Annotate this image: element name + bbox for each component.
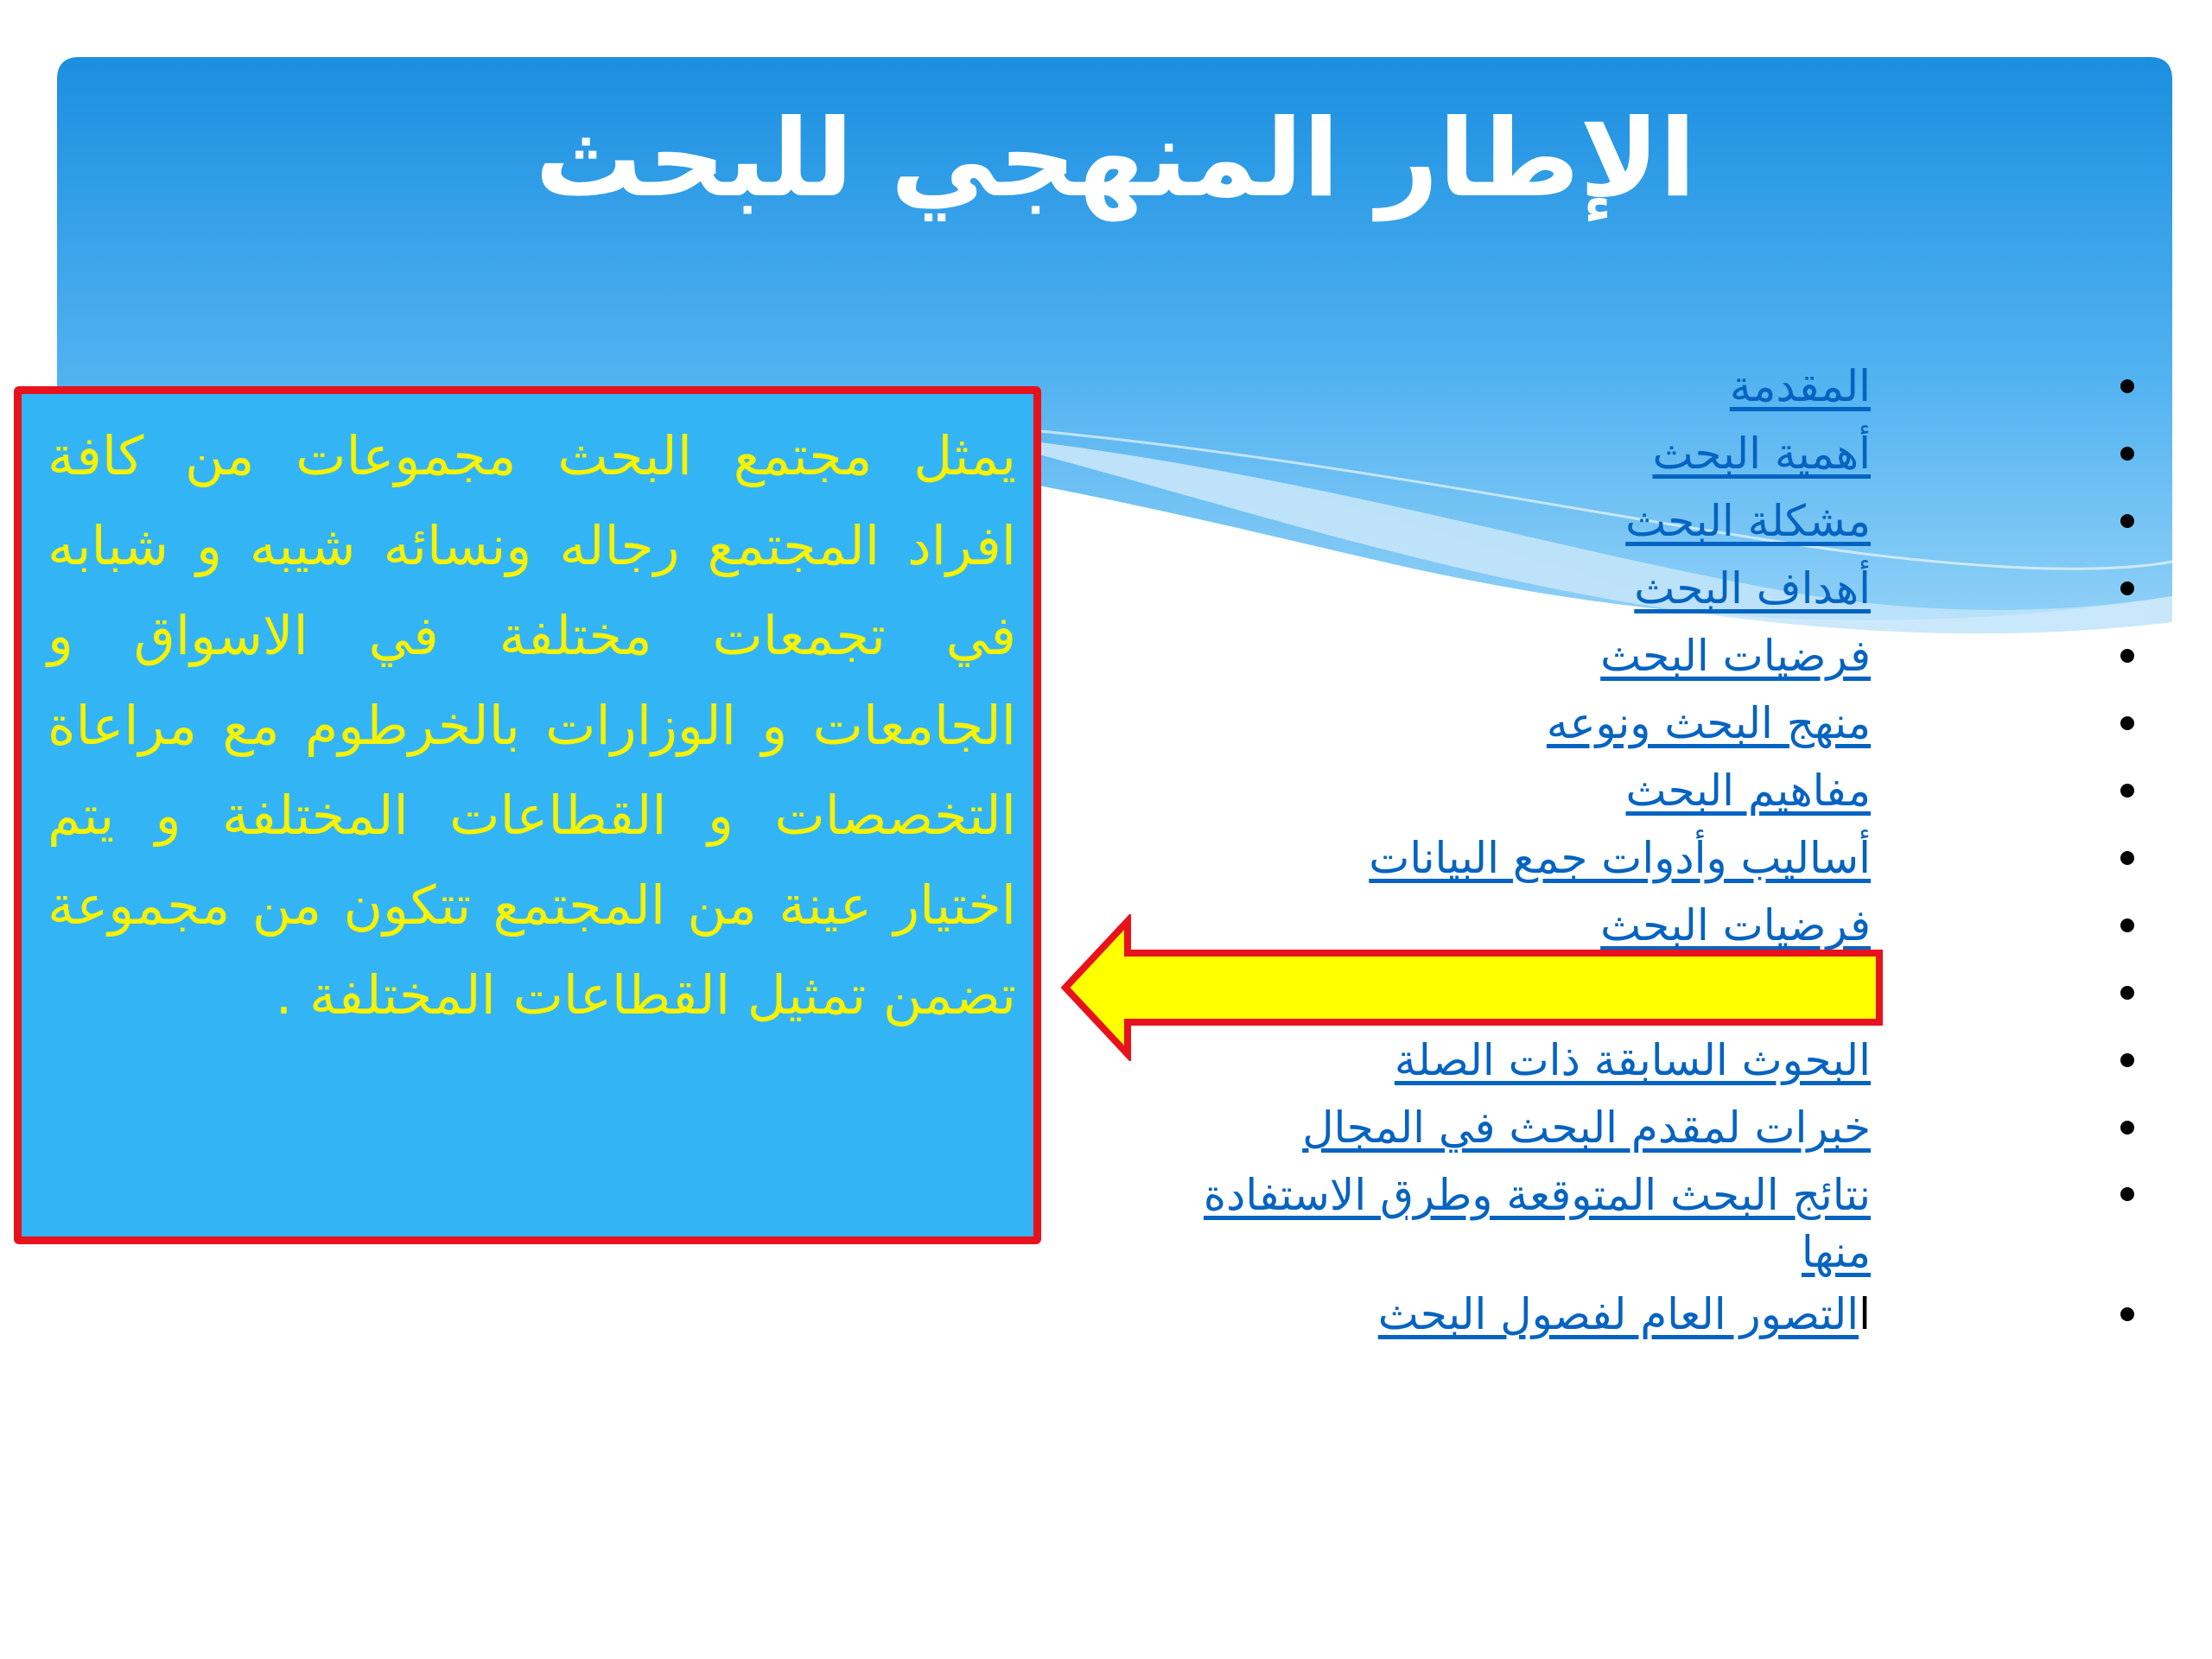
- arrow-shape: [1065, 921, 1879, 1054]
- toc-item[interactable]: [1197, 690, 1871, 757]
- left-arrow-icon: [1058, 914, 1888, 1061]
- toc-link[interactable]: نتائج البحث المتوقعة وطرق الاستفادة منها: [1203, 1170, 1871, 1277]
- toc-item[interactable]: [1197, 757, 1871, 824]
- toc-link[interactable]: التصور العام لفصول البحث: [1377, 1289, 1859, 1339]
- toc-item[interactable]: [1197, 1094, 1871, 1161]
- toc-item[interactable]: [1197, 420, 1871, 487]
- toc-link[interactable]: فرضيات البحث: [1600, 631, 1871, 681]
- toc-link[interactable]: البحوث السابقة ذات الصلة: [1394, 1035, 1871, 1085]
- toc-link[interactable]: خبرات لمقدم البحث في المجال: [1302, 1103, 1871, 1153]
- toc-link[interactable]: أهمية البحث: [1652, 429, 1871, 479]
- toc-item[interactable]: [1197, 1161, 1871, 1281]
- toc-item[interactable]: [1197, 824, 1871, 892]
- toc-link[interactable]: مشكلة البحث: [1625, 496, 1871, 546]
- callout-text: يمثل مجتمع البحث مجموعات من كافة افراد المجتمع رجاله ونسائه شيبه و شبابه في تجمعات مختلفة في الاسواق و الجامعات و الوزارات بالخرطوم مع مراعاة التخصصات و القطاعات المختلفة و يتم اختيار عينة من المجتمع تتكون من مجموعة تضمن تمثيل القطاعات المختلفة .: [48, 424, 1016, 1027]
- toc-link[interactable]: منهج البحث ونوعه: [1546, 698, 1871, 748]
- toc-link[interactable]: أساليب وأدوات جمع البيانات: [1369, 833, 1871, 883]
- toc-item[interactable]: [1197, 555, 1871, 622]
- toc-link[interactable]: المقدمة: [1729, 361, 1871, 411]
- toc-list: [1197, 353, 1871, 1348]
- toc-link[interactable]: أهداف البحث: [1634, 563, 1871, 613]
- toc-item[interactable]: [1197, 1281, 1871, 1348]
- callout-box: [14, 386, 1041, 1244]
- toc-item[interactable]: [1197, 353, 1871, 420]
- toc-item[interactable]: [1197, 487, 1871, 555]
- toc-item[interactable]: [1197, 622, 1871, 690]
- toc-link[interactable]: فرضيات البحث: [1600, 900, 1871, 950]
- toc-prefix: ا: [1859, 1289, 1871, 1339]
- slide-title: الإطار المنهجي للبحث: [535, 97, 1696, 221]
- toc-link[interactable]: مفاهيم البحث: [1625, 766, 1871, 816]
